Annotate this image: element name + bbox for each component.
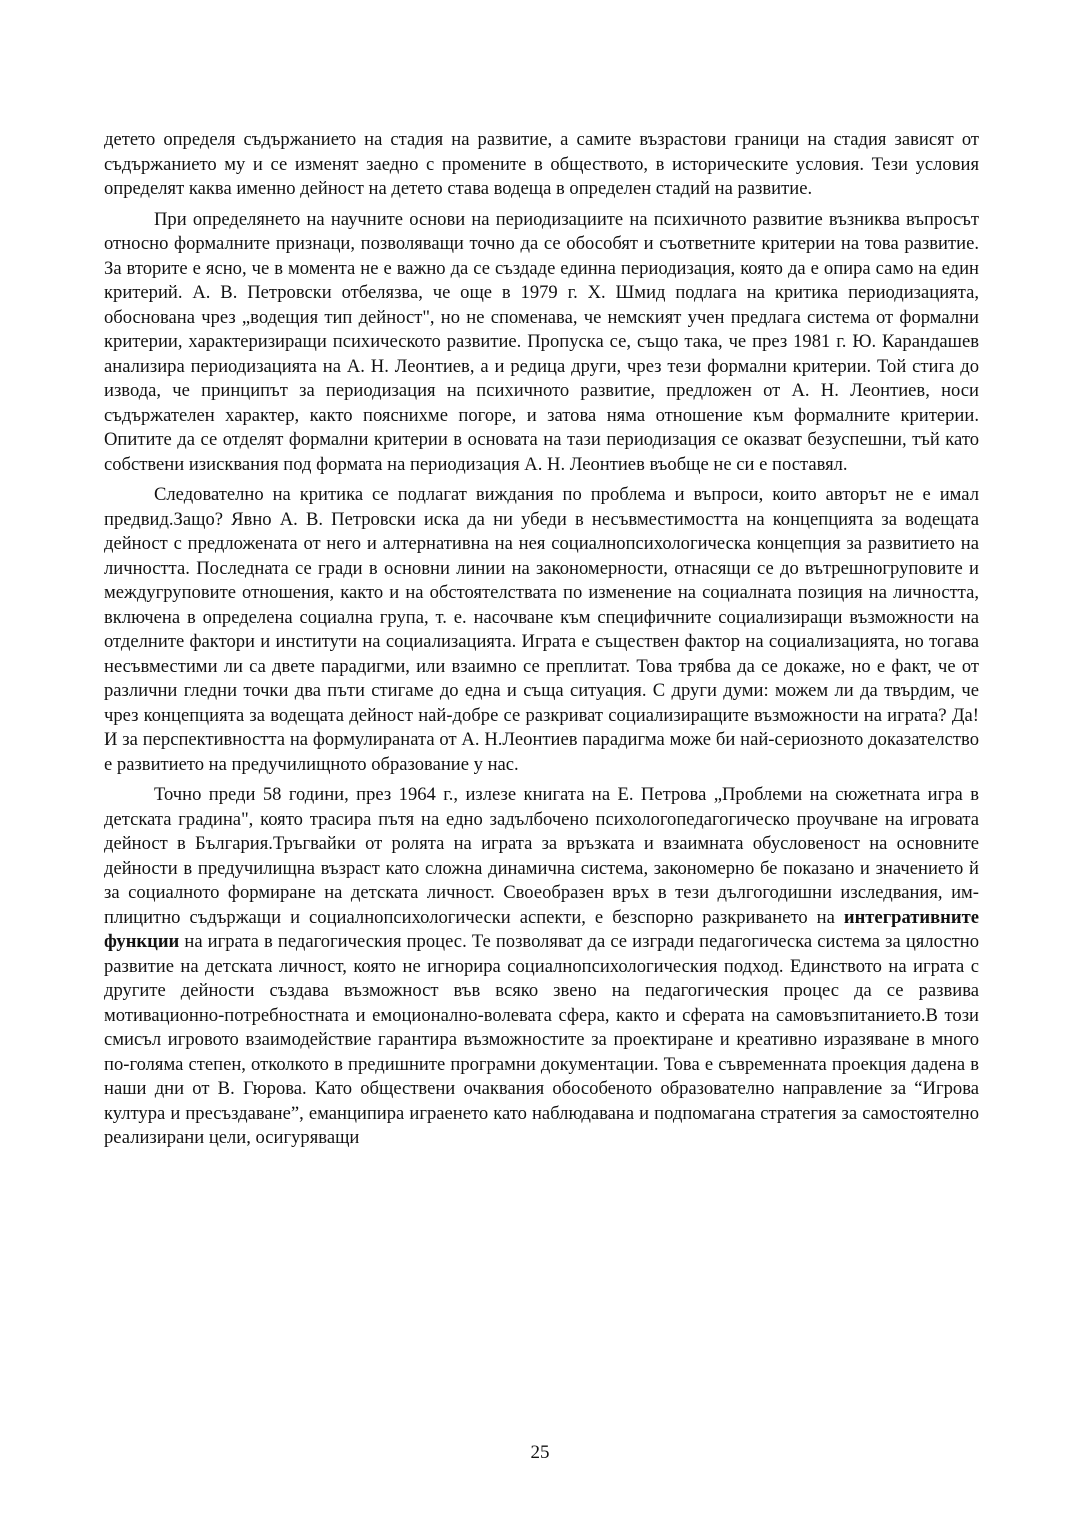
paragraph-4-text-after: на играта в педагогическия процес. Те позволяват да се изгради педагогическа система за цялостно развитие на детската личност, която не игнорира социалнопсихологическия подход. Единството на играта с другите дейности създава възможност във всяко звено на педагогическия процес да се развива мотивационно-потребностната и емоционално-волевата сфера, както и сферата на самовъзпитанието.В този смисъл игровото взаимодействие гарантира възможностите за проектиране и креативно изразяване в много по-голяма степен, отколкото в предишните програмни документации. Това е съвременната проекция дадена в наши дни от В. Гюрова. Като обществени очаквания обособеното образователно направление за “Игрова култура и пресъздаване”, еманципира играенето като наблюдавана и подпомагана стратегия за самостоятелно реализирани цели, осигуряващи <box>104 931 979 1148</box>
paragraph-4-bold-term: интегративните функции <box>104 906 979 952</box>
paragraph-3: Следователно на критика се подлагат виждания по проблема и въпроси, които авторът не е имал предвид.Защо? Явно А. В. Петровски иска да ни убеди в несъвместимостта на концепцията за водещата дейност с предложената от него и алтернативна на нея социалнопсихологическа концепция за развитието на личността. Последната се гради в основни линии на закономерности, отнасящи се до вътрешногруповите и междугруповите отношения, както и на обстоятелствата по изменение на социалната позиция на личността, включена в определена социална група, т. е. насочване към специфичните социализиращи възможности на отделните фактори и институти на социализацията. Играта е съществен фактор на социализацията, но тогава несъвместими ли са двете парадигми, или взаимно се преплитат. Това трябва да се докаже, но е факт, че от различни гледни точки два пъти стигаме до една и съща ситуация. С други думи: можем ли да твърдим, че чрез концепцията за водещата дейност най-добре се разкриват социализиращите възможности на играта? Да! И за перспективността на формулираната от А. Н.Леонтиев парадигма може би най-сериозното доказателство е развитието на предучилищното образование у нас. <box>104 484 979 775</box>
paragraph-1: детето определя съдържанието на стадия на развитие, а самите възрастови граници на стадия зависят от съдържанието му и се изменят заедно с промените в обществото, в историческите условия. Тези условия определят каква именно дейност на детето става водеща в определен стадий на развитие. <box>104 129 979 199</box>
page-number: 25 <box>530 1442 550 1463</box>
paragraph-4-text-before: Точно преди 58 години, през 1964 г., излезе книгата на Е. Петрова „Проблеми на сюжетната игра в детската градина", която трасира пътя на едно задълбочено психологопедагогическо проучване на игровата дейност в България.Тръгвайки от ролята на играта за връзката и взаимната обусловеност на основните дейности в предучилищна възраст като сложна динамична система, закономерно бе показано и значението й за социалното формиране на детската личност. Своеобразен връх в тези дългогодишни изследвания, имплицитно съдържащи и социалнопсихологически аспекти, е безспорно разкриването на <box>104 784 979 928</box>
paragraph-2: При определянето на научните основи на периодизациите на психичното развитие възниква въпросът относно формалните признаци, позволяващи точно да се обособят и съответните критерии на това развитие. За вторите е ясно, че в момента не е важно да се създаде единна периодизация, която да е опира само на един критерий. А. В. Петровски отбелязва, че още в 1979 г. Х. Шмид подлага на критика периодизацията, обоснована чрез „водещия тип дейност", но не споменава, че немският учен предлага система от формални критерии, характеризиращи психическото развитие. Пропуска се, също така, че през 1981 г. Ю. Карандашев анализира периодизацията на А. Н. Леонтиев, а и редица други, чрез тези формални критерии. Той стига до извода, че принципът за периодизация на психичното развитие, предложен от А. Н. Леонтиев, носи съдържателен характер, както пояснихме погоре, и затова няма отношение към формалните критерии. Опитите да се отделят формални критерии в основата на тази периодизация се оказват безуспешни, тъй като собствени изисквания под формата на периодизация А. Н. Леонтиев въобще не си е поставял. <box>104 208 979 475</box>
page-body <box>104 128 979 1157</box>
paragraph-4 <box>104 783 979 1151</box>
